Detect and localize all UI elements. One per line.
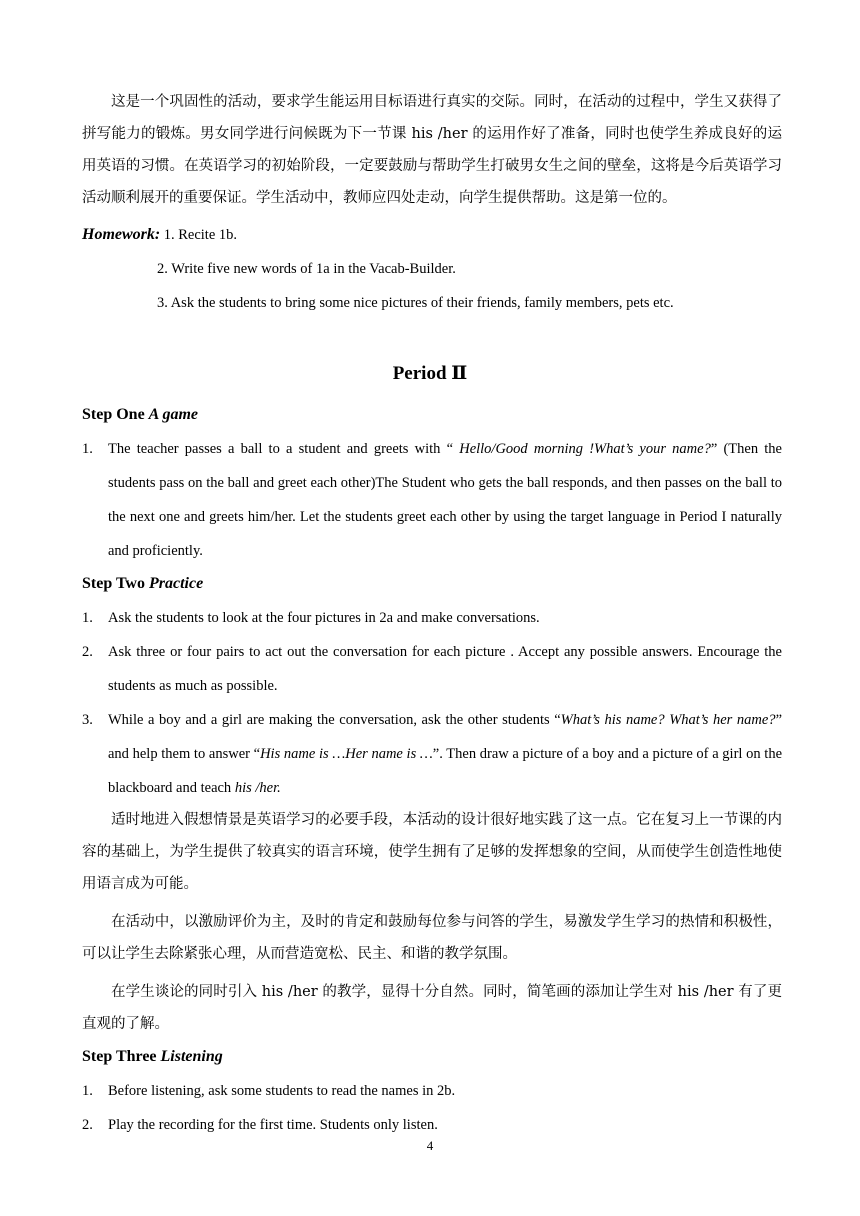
item-text: ” (Then the students pass on the ball and greet each other)The Student who gets the ball responds, and then passes on the ball to the next one and greets him/her. Let the students greet each other by using the target language in Period I naturally and proficiently. [108, 441, 782, 559]
item-text: Ask the students to look at the four pictures in 2a and make conversations. [108, 610, 540, 626]
item-text-italic: His name is …Her name is … [260, 746, 433, 762]
step-heading [82, 404, 198, 426]
item-text: Ask three or four pairs to act out the conversation for each picture . Accept any possible answers. Encourage the students as much as possible. [108, 644, 782, 694]
list-item [82, 635, 782, 703]
list-item [82, 601, 782, 635]
step-subtitle: Practice [148, 575, 204, 592]
commentary-paragraph: 在活动中，以激励评价为主，及时的肯定和鼓励每位参与问答的学生，易激发学生学习的热情和积极性，可以让学生去除紧张心理，从而营造宽松、民主、和谐的教学氛围。 [82, 914, 782, 962]
list-number: 1. [82, 1083, 93, 1099]
item-text-italic: Hello/Good morning !What’s your name? [459, 441, 711, 457]
step-subtitle: Listening [160, 1048, 223, 1065]
step-one-list [82, 432, 782, 568]
list-item [82, 703, 782, 805]
item-text: The teacher passes a ball to a student and greets with “ [108, 441, 460, 457]
homework-item: 1. Recite 1b. [163, 227, 238, 243]
item-text: ” and help them to answer “ [108, 712, 782, 762]
step-two-list [82, 601, 782, 805]
commentary-paragraph: 在学生谈论的同时引入 his /her 的教学，显得十分自然。同时，简笔画的添加让学生对 his /her 有了更直观的了解。 [82, 984, 782, 1032]
item-text-italic: his /her. [234, 780, 281, 796]
item-text-italic: What’s his name? What’s her name? [560, 712, 776, 728]
commentary-paragraph: 适时地进入假想情景是英语学习的必要手段，本活动的设计很好地实践了这一点。它在复习上一节课的内容的基础上，为学生提供了较真实的语言环境，使学生拥有了足够的发挥想象的空间，从而使学生创造性地使用语言成为可能。 [82, 812, 782, 892]
period-title: Period Ⅱ [392, 363, 468, 384]
step-label: Step One [82, 406, 149, 423]
item-text: ”. Then draw a picture of a boy and a picture of a girl on the blackboard and teach [108, 746, 783, 796]
step-subtitle: A game [148, 406, 199, 423]
step-heading [82, 573, 203, 595]
step-heading [82, 1046, 223, 1068]
list-number: 2. [82, 644, 93, 660]
homework-label: Homework: [82, 226, 161, 243]
item-text: Before listening, ask some students to read the names in 2b. [108, 1083, 456, 1099]
step-label: Step Two [82, 575, 149, 592]
page-number: 4 [426, 1138, 434, 1153]
list-number: 2. [82, 1117, 93, 1133]
list-number: 1. [82, 610, 93, 626]
list-number: 1. [82, 441, 93, 457]
homework-item: 2. Write five new words of 1a in the Vacab-Builder. [157, 261, 456, 277]
list-item [82, 1108, 782, 1142]
commentary-paragraph: 这是一个巩固性的活动，要求学生能运用目标语进行真实的交际。同时，在活动的过程中，学生又获得了拼写能力的锻炼。男女同学进行问候既为下一节课 his /her 的运用作好了准备，同时也使学生养成良好的运用英语的习惯。在英语学习的初始阶段，一定要鼓励与帮助学生打破男女生之间的壁垒，这将是今后英语学习活动顺利展开的重要保证。学生活动中，教师应四处走动，向学生提供帮助。这是第一位的。 [82, 94, 782, 206]
homework-item: 3. Ask the students to bring some nice pictures of their friends, family members, pets etc. [157, 295, 674, 311]
item-text: Play the recording for the first time. Students only listen. [108, 1117, 438, 1133]
homework-line [82, 224, 782, 247]
item-text: While a boy and a girl are making the conversation, ask the other students “ [108, 712, 561, 728]
list-item [82, 432, 782, 568]
step-label: Step Three [82, 1048, 161, 1065]
list-item [82, 1074, 782, 1108]
list-number: 3. [82, 712, 93, 728]
step-three-list [82, 1074, 782, 1142]
